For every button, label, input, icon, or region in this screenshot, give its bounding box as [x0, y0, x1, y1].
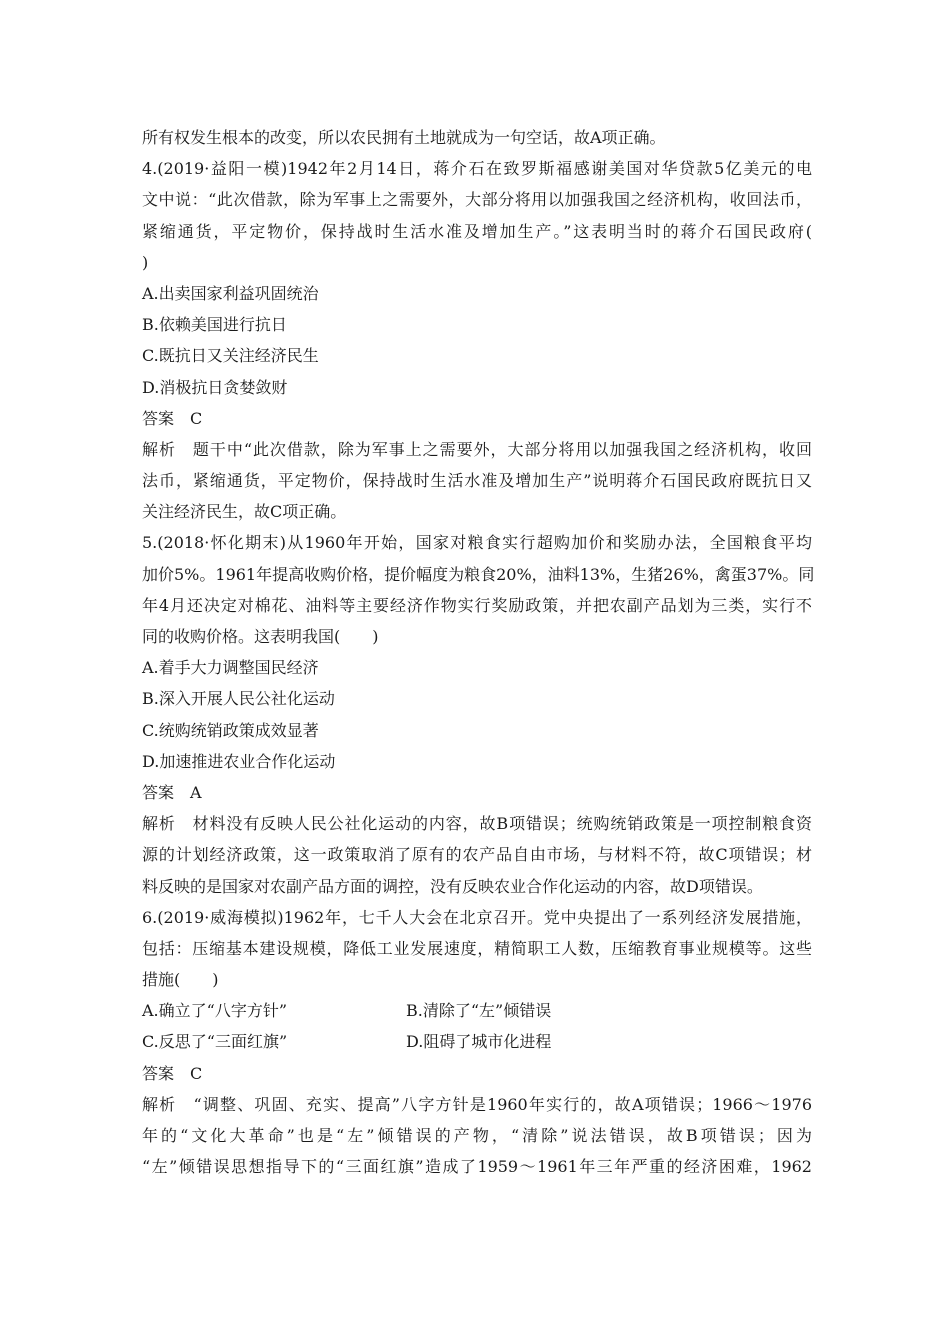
option-a: A.出卖国家利益巩固统治 — [142, 283, 319, 303]
text-line: 加价5%。1961年提高收购价格，提价幅度为粮食20%，油料13%，生猪26%，禽蛋37%。同 — [142, 564, 815, 584]
option-a: A.确立了“八字方针” — [142, 1001, 288, 1021]
text-line: 料反映的是国家对农副产品方面的调控，没有反映农业合作化运动的内容，故D项错误。 — [142, 876, 763, 896]
options-row — [142, 1026, 812, 1057]
option-a: A.着手大力调整国民经济 — [142, 658, 319, 678]
answer: 答案 A — [142, 782, 202, 802]
text-line: 关注经济民生，故C项正确。 — [142, 502, 347, 522]
text-line: 文中说：“此次借款，除为军事上之需要外，大部分将用以加强我国之经济机构，收回法币， — [142, 190, 812, 210]
text-line: 包括：压缩基本建设规模，降低工业发展速度，精简职工人数，压缩教育事业规模等。这些 — [142, 938, 812, 958]
question-5-stem: 5.(2018·怀化期末)从1960年开始，国家对粮食实行超购加价和奖励办法，全国粮食平均 — [142, 533, 812, 553]
text-line: 紧缩通货，平定物价，保持战时生活水准及增加生产。”这表明当时的蒋介石国民政府( — [142, 221, 812, 241]
option-d: D.消极抗日贪婪敛财 — [142, 377, 288, 397]
document-page — [142, 122, 815, 1182]
text-line: 年的“文化大革命”也是“左”倾错误的产物，“清除”说法错误，故B项错误；因为 — [142, 1126, 812, 1145]
answer: 答案 C — [142, 1063, 203, 1083]
option-b: B.清除了“左”倾错误 — [406, 1001, 552, 1021]
text-line: ) — [142, 252, 149, 272]
text-line: 源的计划经济政策，这一政策取消了原有的农产品自由市场，与材料不符，故C项错误；材 — [142, 845, 812, 865]
text-line: 年4月还决定对棉花、油料等主要经济作物实行奖励政策，并把农副产品划为三类，实行不 — [142, 595, 812, 615]
option-d: D.加速推进农业合作化运动 — [142, 751, 336, 771]
option-b: B.深入开展人民公社化运动 — [142, 689, 335, 709]
explanation: 解析 材料没有反映人民公社化运动的内容，故B项错误；统购统销政策是一项控制粮食资 — [142, 814, 812, 834]
option-c: C.反思了“三面红旗” — [142, 1032, 288, 1052]
option-b: B.依赖美国进行抗日 — [142, 315, 287, 335]
question-6-stem: 6.(2019·威海模拟)1962年，七千人大会在北京召开。党中央提出了一系列经济发展措施， — [142, 907, 812, 927]
text-line: 同的收购价格。这表明我国( ) — [142, 627, 379, 646]
option-c: C.统购统销政策成效显著 — [142, 720, 319, 740]
text-line: “左”倾错误思想指导下的“三面红旗”造成了1959～1961年三年严重的经济困难，1962 — [142, 1157, 812, 1177]
explanation: 解析 “调整、巩固、充实、提高”八字方针是1960年实行的，故A项错误；1966～1976 — [142, 1094, 812, 1114]
option-c: C.既抗日又关注经济民生 — [142, 346, 319, 366]
options-row — [142, 995, 812, 1026]
text-line: 法币，紧缩通货，平定物价，保持战时生活水准及增加生产”说明蒋介石国民政府既抗日又 — [142, 471, 812, 491]
question-4-stem: 4.(2019·益阳一模)1942年2月14日，蒋介石在致罗斯福感谢美国对华贷款5亿美元的电 — [142, 159, 812, 179]
text-line: 措施( ) — [142, 970, 219, 990]
text-line: 所有权发生根本的改变，所以农民拥有土地就成为一句空话，故A项正确。 — [142, 128, 666, 147]
option-d: D.阻碍了城市化进程 — [406, 1032, 552, 1052]
answer: 答案 C — [142, 408, 203, 428]
explanation: 解析 题干中“此次借款，除为军事上之需要外，大部分将用以加强我国之经济机构，收回 — [142, 439, 812, 459]
